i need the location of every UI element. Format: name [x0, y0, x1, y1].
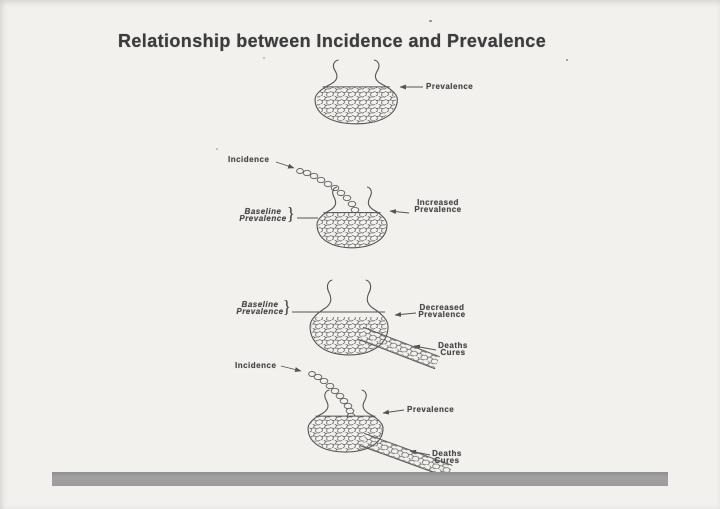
incidence-label: Incidence	[235, 361, 277, 370]
figure-decreasing	[292, 280, 440, 369]
footer-bar	[52, 472, 668, 486]
increased-prevalence-label: Increased Prevalence	[414, 198, 462, 214]
deaths-cures-label: Deaths Cures	[432, 449, 462, 465]
prevalence-arrow	[383, 410, 404, 413]
figure-steady-state	[315, 60, 423, 129]
baseline-prevalence-label: Baseline Prevalence	[236, 300, 284, 316]
incidence-arrow	[276, 162, 294, 168]
decreased-prevalence-label: Decreased Prevalence	[418, 303, 466, 319]
baseline-brace: }	[283, 297, 291, 318]
prevalence-pebble-fill	[317, 87, 401, 129]
baseline-prevalence-label: Baseline Prevalence	[239, 207, 287, 223]
prevalence-label: Prevalence	[426, 82, 474, 91]
baseline-brace: }	[287, 204, 295, 225]
incidence-label: Incidence	[228, 155, 270, 164]
incidence-arrow	[281, 366, 301, 371]
deaths-cures-label: Deaths Cures	[438, 341, 468, 357]
incidence-stream	[297, 169, 359, 213]
incidence-stream	[309, 372, 355, 419]
prevalence-label: Prevalence	[407, 405, 455, 414]
figure-flow-through	[281, 366, 455, 478]
page-title: Relationship between Incidence and Prevalence	[118, 31, 547, 51]
decreased-prevalence-arrow	[395, 313, 416, 315]
figure-increasing	[276, 162, 409, 252]
increased-prevalence-arrow	[390, 211, 409, 213]
